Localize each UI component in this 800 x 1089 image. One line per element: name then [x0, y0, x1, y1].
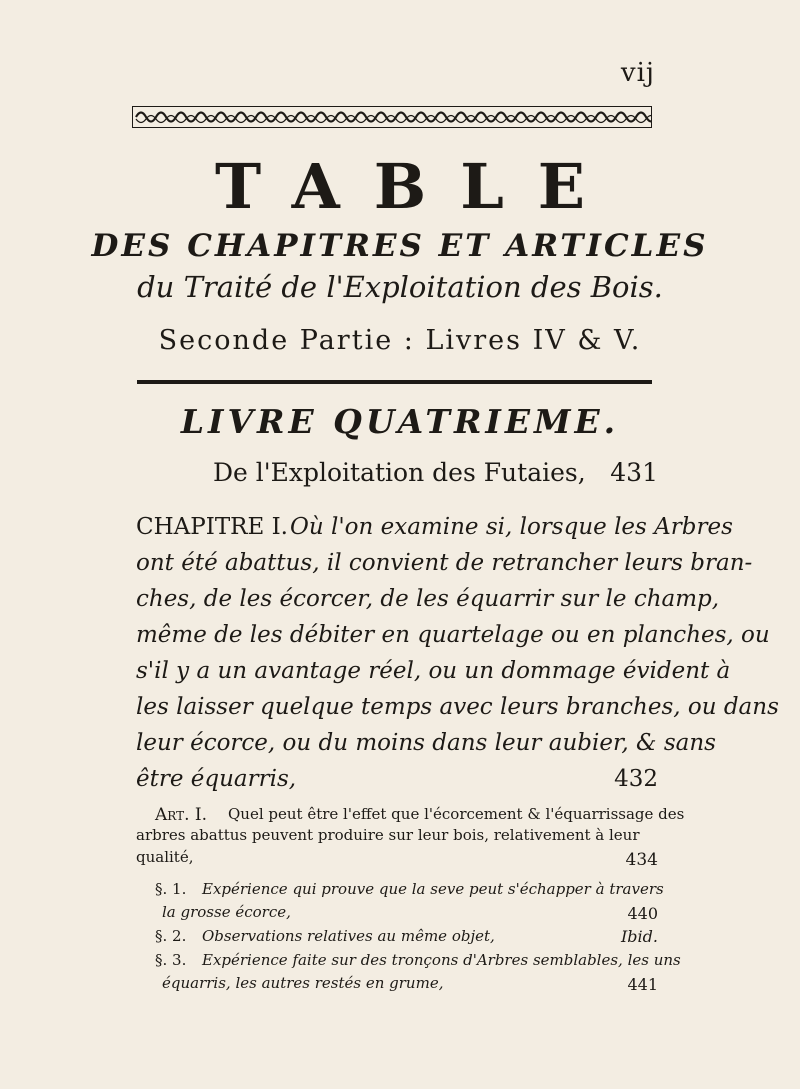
page-number: vij [620, 58, 655, 88]
chapter-line: Où l'on examine si, lorsque les Arbres [290, 514, 733, 540]
chapter-page-ref: 432 [614, 766, 658, 792]
chapter-line: leur écorce, ou du moins dans leur aubier, & sans [136, 730, 716, 756]
article-lead: Art. I. [155, 805, 208, 825]
book-title: du Traité de l'Exploitation des Bois. [137, 270, 663, 304]
chapter-line: s'il y a un avantage réel, ou un dommage évident à [136, 658, 731, 684]
chapter-line: être équarris, [136, 766, 297, 792]
section-page-ref: Ibid. [620, 927, 658, 946]
section-lead: §. 3. [155, 951, 187, 969]
ornamental-border [132, 106, 652, 128]
chapter-line: ont été abattus, il convient de retrancher leurs bran- [136, 550, 753, 576]
chapter-lead: CHAPITRE I. [136, 514, 288, 540]
subtitle: DES CHAPITRES ET ARTICLES [91, 228, 709, 264]
livre-subheading: De l'Exploitation des Futaies, [213, 458, 586, 487]
section-page-ref: 441 [627, 975, 658, 994]
part-heading: Seconde Partie : Livres IV & V. [158, 325, 642, 356]
section-lead: §. 2. [155, 927, 187, 945]
section-page-ref: 440 [627, 904, 658, 923]
article-line: qualité, [136, 848, 194, 866]
page-title: TABLE [214, 150, 620, 223]
section-line: Observations relatives au même objet, [202, 927, 495, 945]
livre-page-ref: 431 [610, 458, 658, 487]
section-line: Expérience qui prouve que la seve peut s'échapper à travers [202, 880, 664, 898]
article-line: arbres abattus peuvent produire sur leur bois, relativement à leur [136, 826, 640, 844]
chapter-line: même de les débiter en quartelage ou en planches, ou [136, 622, 770, 648]
divider-rule [137, 380, 652, 384]
section-lead: §. 1. [155, 880, 187, 898]
section-line: équarris, les autres restés en grume, [162, 974, 444, 992]
section-line: Expérience faite sur des tronçons d'Arbres semblables, les uns [202, 951, 681, 969]
livre-heading: LIVRE QUATRIEME. [180, 402, 620, 441]
section-line: la grosse écorce, [162, 903, 291, 921]
article-page-ref: 434 [625, 850, 658, 870]
article-line: Quel peut être l'effet que l'écorcement & l'équarrissage des [228, 805, 685, 823]
chapter-line: ches, de les écorcer, de les équarrir sur le champ, [136, 586, 720, 612]
chapter-line: les laisser quelque temps avec leurs branches, ou dans [136, 694, 779, 720]
